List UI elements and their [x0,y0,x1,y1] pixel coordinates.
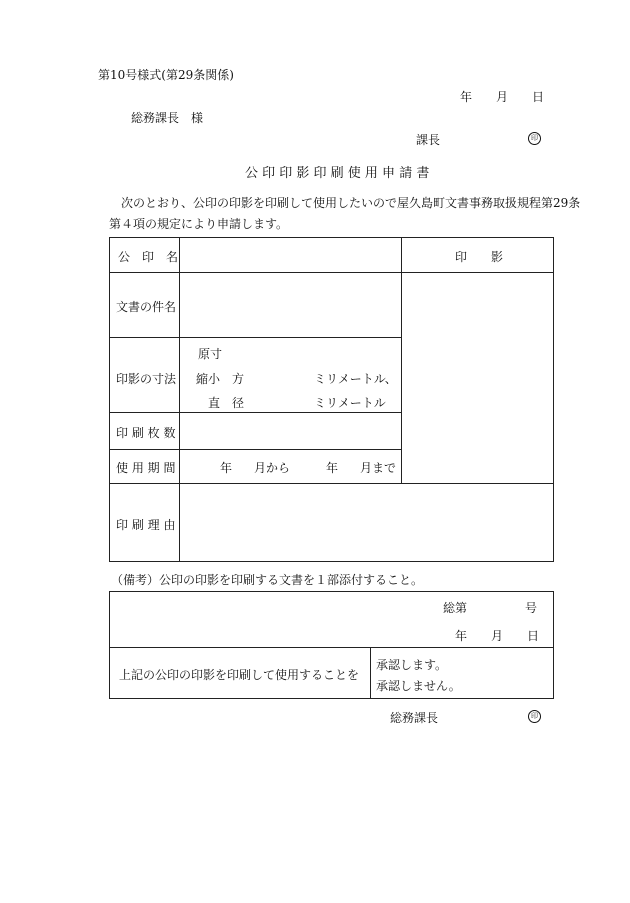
period-label: 使 用 期 間 [116,461,176,475]
approver-title: 総務課長 [390,711,439,725]
approval-statement: 上記の公印の印影を印刷して使用することを [119,668,360,682]
size-diameter-label: 直 径 [208,396,245,410]
approval-day: 日 [527,629,540,643]
date-year-label: 年 [460,90,473,104]
period-from-month: 月から [254,461,291,475]
approve-option[interactable]: 承認します。 [376,658,448,672]
approval-number-suffix: 号 [525,601,538,615]
document-name-label: 文書の件名 [116,300,177,314]
size-mm-unit-2: ミリメートル [314,396,386,410]
size-reduced-label: 縮小 方 [196,372,245,386]
approval-number-prefix: 総第 [443,601,468,615]
date-day-label: 日 [532,90,545,104]
size-mm-unit-1: ミリメートル、 [314,372,397,386]
seal-name-field[interactable] [182,240,398,270]
reject-option[interactable]: 承認しません。 [376,679,461,693]
addressee: 総務課長 様 [131,111,204,125]
seal-name-label: 公 印 名 [118,250,179,264]
impression-field[interactable] [404,275,552,481]
date-month-label: 月 [496,90,509,104]
copies-field[interactable] [182,415,398,447]
size-label: 印影の寸法 [116,372,177,386]
intro-line-2: 第４項の規定により申請します。 [109,217,289,231]
intro-line-1: 次のとおり、公印の印影を印刷して使用したいので屋久島町文書事務取扱規程第29条 [121,196,581,210]
size-original-label: 原寸 [198,347,223,361]
form-number: 第10号様式(第29条関係) [98,68,234,82]
approval-month: 月 [491,629,504,643]
period-to-year: 年 [326,461,339,475]
approval-year: 年 [455,629,468,643]
approver-seal-mark: 印 [528,710,541,723]
reason-field[interactable] [182,486,552,560]
period-to-month: 月まで [360,461,397,475]
reason-label: 印 刷 理 由 [116,518,176,532]
applicant-seal-mark: 印 [528,132,541,145]
impression-label: 印 影 [455,250,504,264]
copies-label: 印 刷 枚 数 [116,426,176,440]
form-title: 公 印 印 影 印 刷 使 用 申 請 書 [245,166,430,181]
period-from-year: 年 [220,461,233,475]
document-name-field[interactable] [182,275,398,335]
applicant-title: 課長 [416,133,441,147]
note: （備考）公印の印影を印刷する文書を１部添付すること。 [111,573,424,587]
